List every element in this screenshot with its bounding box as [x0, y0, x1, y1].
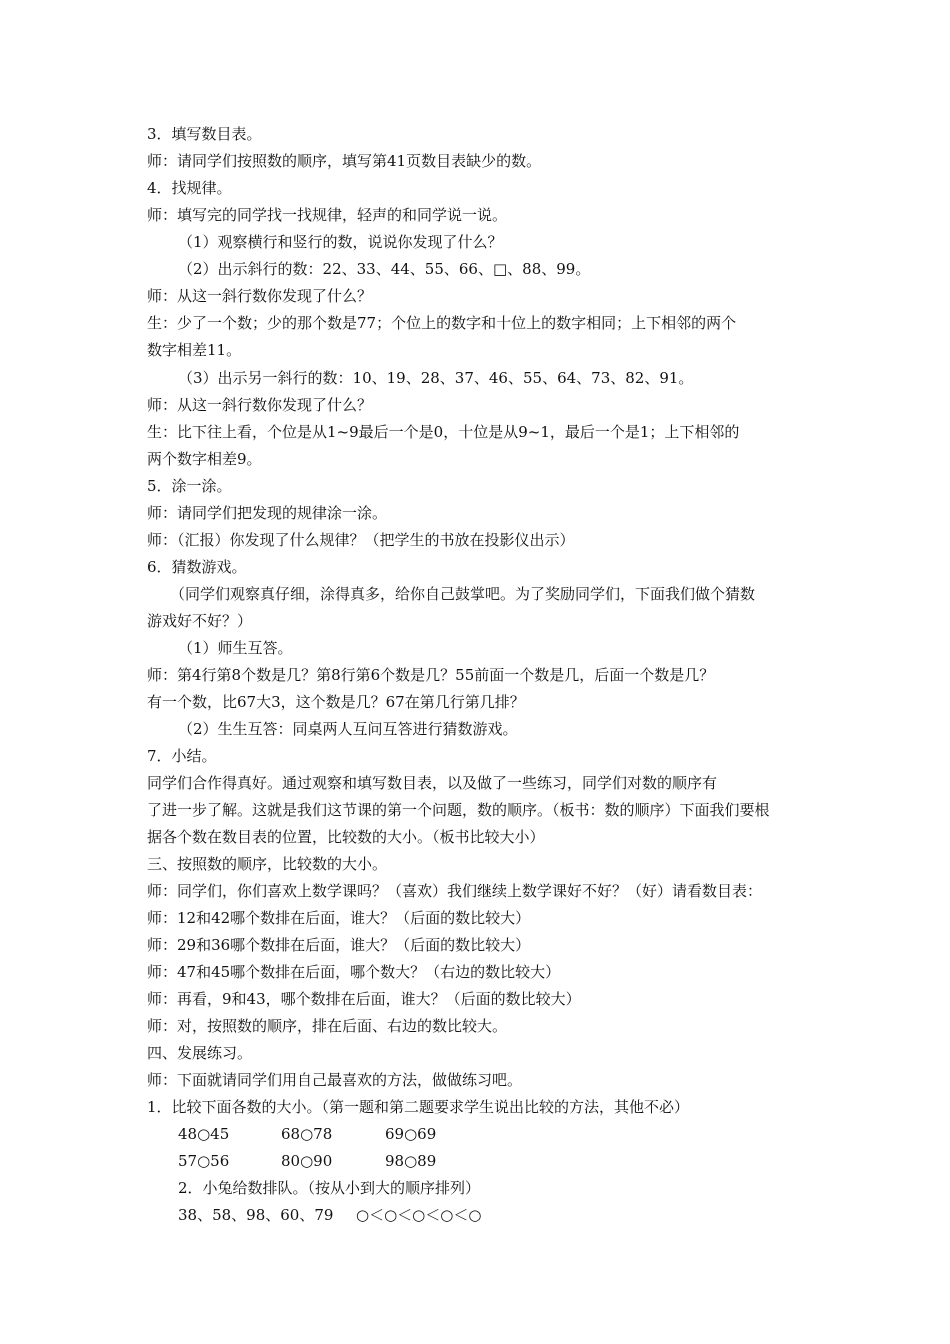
paragraph: 师：下面就请同学们用自己最喜欢的方法，做做练习吧。	[147, 1071, 523, 1089]
paragraph: 师：再看，9和43，哪个数排在后面，谁大？（后面的数比较大）	[147, 990, 581, 1008]
paragraph: （2）出示斜行的数：22、33、44、55、66、□、88、99。	[178, 260, 591, 278]
comparison-item: 98○89	[385, 1152, 437, 1170]
exercise-2-numbers: 38、58、98、60、79	[178, 1206, 334, 1224]
paragraph: 师：填写完的同学找一找规律，轻声的和同学说一说。	[147, 206, 508, 224]
comparison-item: 69○69	[385, 1125, 437, 1143]
paragraph: 师：对，按照数的顺序，排在后面、右边的数比较大。	[147, 1017, 508, 1035]
paragraph: 师：同学们，你们喜欢上数学课吗？（喜欢）我们继续上数学课好不好？（好）请看数目表：	[147, 882, 763, 900]
section-heading: 四、发展练习。	[147, 1044, 253, 1062]
exercise-2-answer-slots: ○＜○＜○＜○＜○	[356, 1206, 482, 1224]
paragraph: 师：12和42哪个数排在后面，谁大？（后面的数比较大）	[147, 909, 531, 927]
heading-guess-game: 6．猜数游戏。	[147, 558, 247, 576]
paragraph: 师：29和36哪个数排在后面，谁大？（后面的数比较大）	[147, 936, 531, 954]
paragraph: 师：（汇报）你发现了什么规律？（把学生的书放在投影仪出示）	[147, 531, 575, 549]
comparison-item: 48○45	[178, 1125, 230, 1143]
paragraph-continuation: 两个数字相差9。	[147, 450, 262, 468]
paragraph: 师：从这一斜行数你发现了什么？	[147, 287, 373, 305]
section-heading: 三、按照数的顺序，比较数的大小。	[147, 855, 388, 873]
paragraph: （3）出示另一斜行的数：10、19、28、37、46、55、64、73、82、91。	[178, 369, 694, 387]
paragraph-continuation: 了进一步了解。这就是我们这节课的第一个问题，数的顺序。（板书：数的顺序）下面我们要根	[147, 801, 770, 819]
paragraph: 师：请同学们把发现的规律涂一涂。	[147, 504, 388, 522]
paragraph: 师：从这一斜行数你发现了什么？	[147, 396, 373, 414]
exercise-2-title: 2．小兔给数排队。（按从小到大的顺序排列）	[178, 1179, 481, 1197]
paragraph-continuation: 据各个数在数目表的位置，比较数的大小。（板书比较大小）	[147, 828, 545, 846]
comparison-item: 68○78	[281, 1125, 333, 1143]
paragraph: 师：请同学们按照数的顺序，填写第41页数目表缺少的数。	[147, 152, 542, 170]
heading-color: 5．涂一涂。	[147, 477, 232, 495]
comparison-item: 57○56	[178, 1152, 230, 1170]
paragraph-continuation: 游戏好不好？）	[147, 612, 253, 630]
paragraph: 生：比下往上看，个位是从1~9最后一个是0，十位是从9~1，最后一个是1；上下相邻的	[147, 423, 740, 441]
paragraph: 师：第4行第8个数是几？第8行第6个数是几？55前面一个数是几，后面一个数是几？	[147, 666, 715, 684]
paragraph: （同学们观察真仔细，涂得真多，给你自己鼓掌吧。为了奖励同学们，下面我们做个猜数	[170, 585, 756, 603]
paragraph-continuation: 数字相差11。	[147, 341, 242, 359]
paragraph: （1）师生互答。	[178, 639, 293, 657]
paragraph: （2）生生互答：同桌两人互问互答进行猜数游戏。	[178, 720, 518, 738]
paragraph: 同学们合作得真好。通过观察和填写数目表，以及做了一些练习，同学们对数的顺序有	[147, 774, 718, 792]
exercise-1-title: 1．比较下面各数的大小。（第一题和第二题要求学生说出比较的方法，其他不必）	[147, 1098, 690, 1116]
heading-summary: 7．小结。	[147, 747, 217, 765]
paragraph: （1）观察横行和竖行的数，说说你发现了什么？	[178, 233, 503, 251]
paragraph-continuation: 有一个数，比67大3，这个数是几？67在第几行第几排？	[147, 693, 525, 711]
heading-fill-table: 3．填写数目表。	[147, 125, 262, 143]
heading-find-pattern: 4．找规律。	[147, 179, 232, 197]
paragraph: 师：47和45哪个数排在后面，哪个数大？（右边的数比较大）	[147, 963, 561, 981]
paragraph: 生：少了一个数；少的那个数是77；个位上的数字和十位上的数字相同；上下相邻的两个	[147, 314, 737, 332]
comparison-item: 80○90	[281, 1152, 333, 1170]
